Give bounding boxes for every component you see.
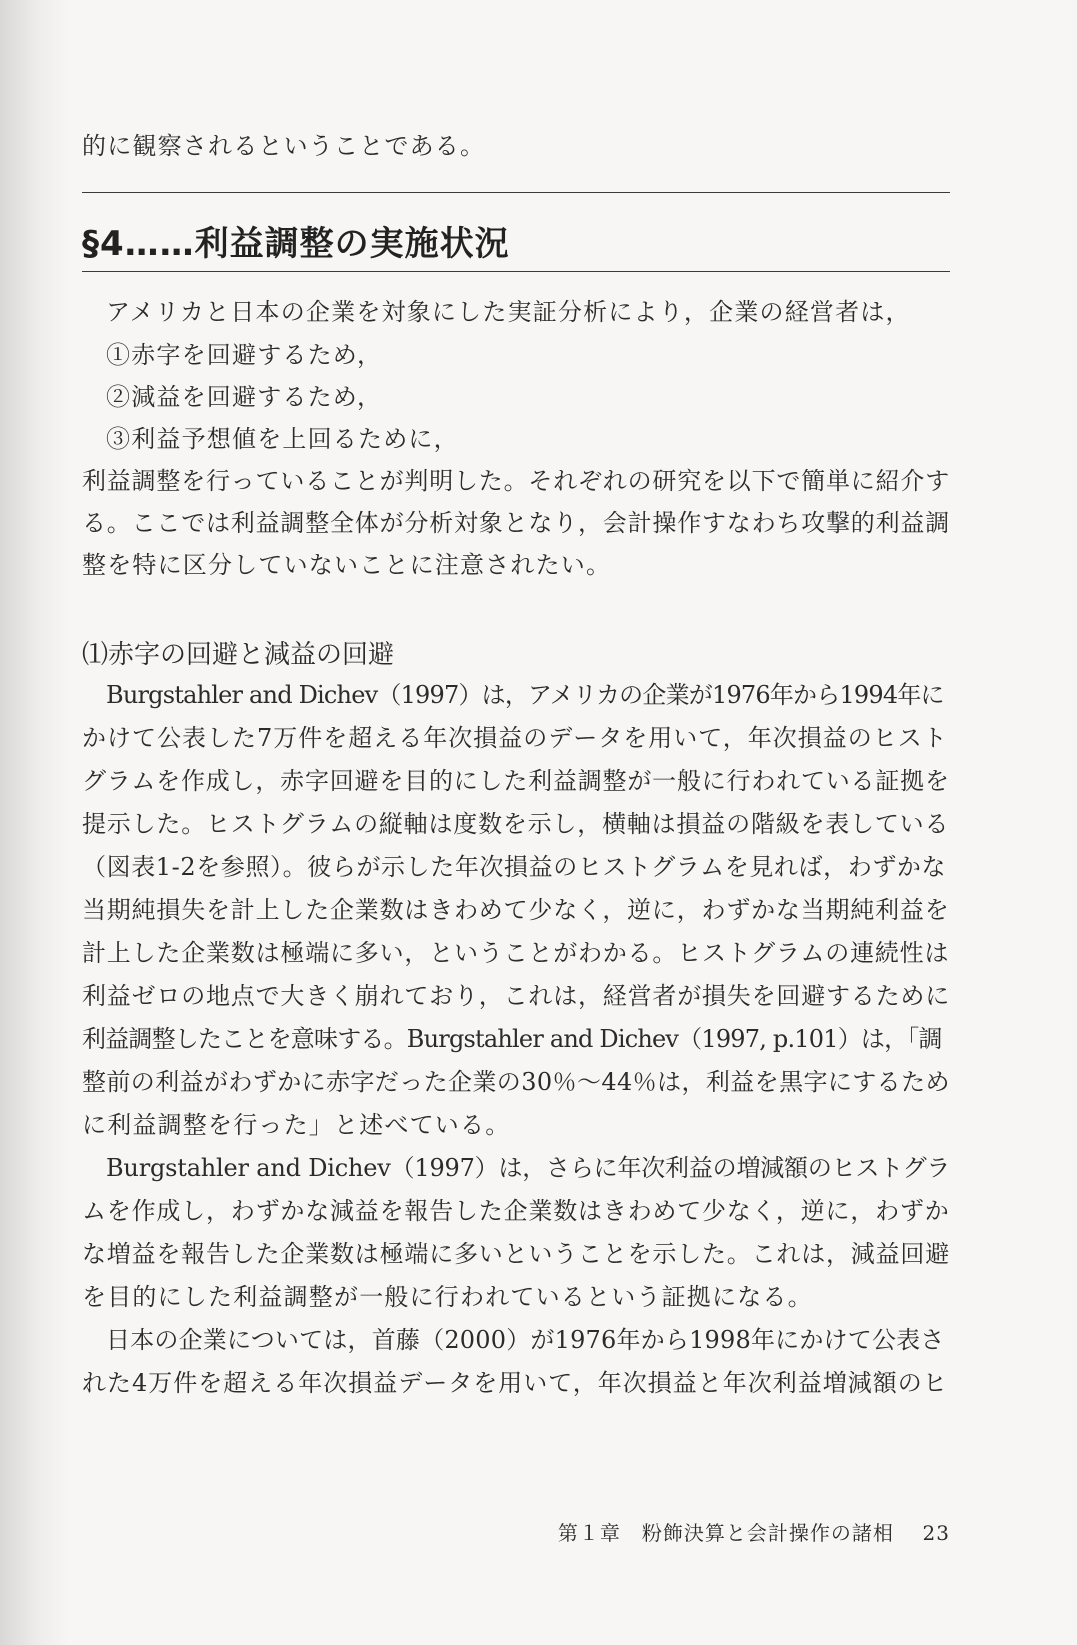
footer-chapter-title: 第１章 粉飾決算と会計操作の諸相 <box>557 1521 894 1545</box>
paragraph-line: グラムを作成し，赤字回避を目的にした利益調整が一般に行われている証拠を <box>82 767 950 795</box>
paragraph-line: Burgstahler and Dichev（1997）は，さらに年次利益の増減額のヒストグラ <box>106 1154 951 1182</box>
intro-line: アメリカと日本の企業を対象にした実証分析により，企業の経営者は， <box>106 298 911 326</box>
running-footer <box>558 1519 950 1547</box>
paragraph-line: を目的にした利益調整が一般に行われているという証拠になる。 <box>82 1283 813 1311</box>
paragraph-line: 当期純損失を計上した企業数はきわめて少なく，逆に，わずかな当期純利益を <box>82 896 950 924</box>
paragraph-line: 利益調整したことを意味する。Burgstahler and Dichev（1997, p.101）は，「調 <box>82 1025 942 1053</box>
intro-line: 整を特に区分していないことに注意されたい。 <box>82 551 612 579</box>
book-page <box>55 0 950 1645</box>
intro-line: 利益調整を行っていることが判明した。それぞれの研究を以下で簡単に紹介す <box>82 467 950 495</box>
paragraph-line: に利益調整を行った」と述べている。 <box>82 1111 511 1139</box>
section-heading: §4……利益調整の実施状況 <box>82 224 510 264</box>
paragraph-line: かけて公表した7万件を超える年次損益のデータを用いて，年次損益のヒスト <box>82 724 948 752</box>
list-item: ③利益予想値を上回るために， <box>106 425 459 453</box>
section-rule-bottom <box>82 271 950 272</box>
paragraph-line: れた4万件を超える年次損益データを用いて，年次損益と年次利益増減額のヒ <box>82 1369 948 1397</box>
paragraph-line: ムを作成し，わずかな減益を報告した企業数はきわめて少なく，逆に，わずか <box>82 1197 950 1225</box>
paragraph-line: Burgstahler and Dichev（1997）は，アメリカの企業が1976年から1994年に <box>106 681 944 709</box>
page-number: 23 <box>922 1521 950 1545</box>
paragraph-line: 整前の利益がわずかに赤字だった企業の30％～44％は，利益を黒字にするため <box>82 1068 950 1096</box>
paragraph-line: 計上した企業数は極端に多い，ということがわかる。ヒストグラムの連続性は <box>82 939 950 967</box>
paragraph-line: 日本の企業については，首藤（2000）が1976年から1998年にかけて公表さ <box>106 1326 945 1354</box>
subsection-heading: ⑴赤字の回避と減益の回避 <box>82 640 395 670</box>
lead-line: 的に観察されるということである。 <box>82 132 486 160</box>
intro-line: る。ここでは利益調整全体が分析対象となり，会計操作すなわち攻撃的利益調 <box>82 509 950 537</box>
paragraph-line: （図表1-2を参照）。彼らが示した年次損益のヒストグラムを見れば，わずかな <box>82 853 947 881</box>
list-item: ①赤字を回避するため， <box>106 341 383 369</box>
paragraph-line: 提示した。ヒストグラムの縦軸は度数を示し，横軸は損益の階級を表している <box>82 810 950 838</box>
paragraph-line: な増益を報告した企業数は極端に多いということを示した。これは，減益回避 <box>82 1240 950 1268</box>
list-item: ②減益を回避するため， <box>106 383 383 411</box>
section-rule-top <box>82 192 950 193</box>
paragraph-line: 利益ゼロの地点で大きく崩れており，これは，経営者が損失を回避するために <box>82 982 950 1010</box>
